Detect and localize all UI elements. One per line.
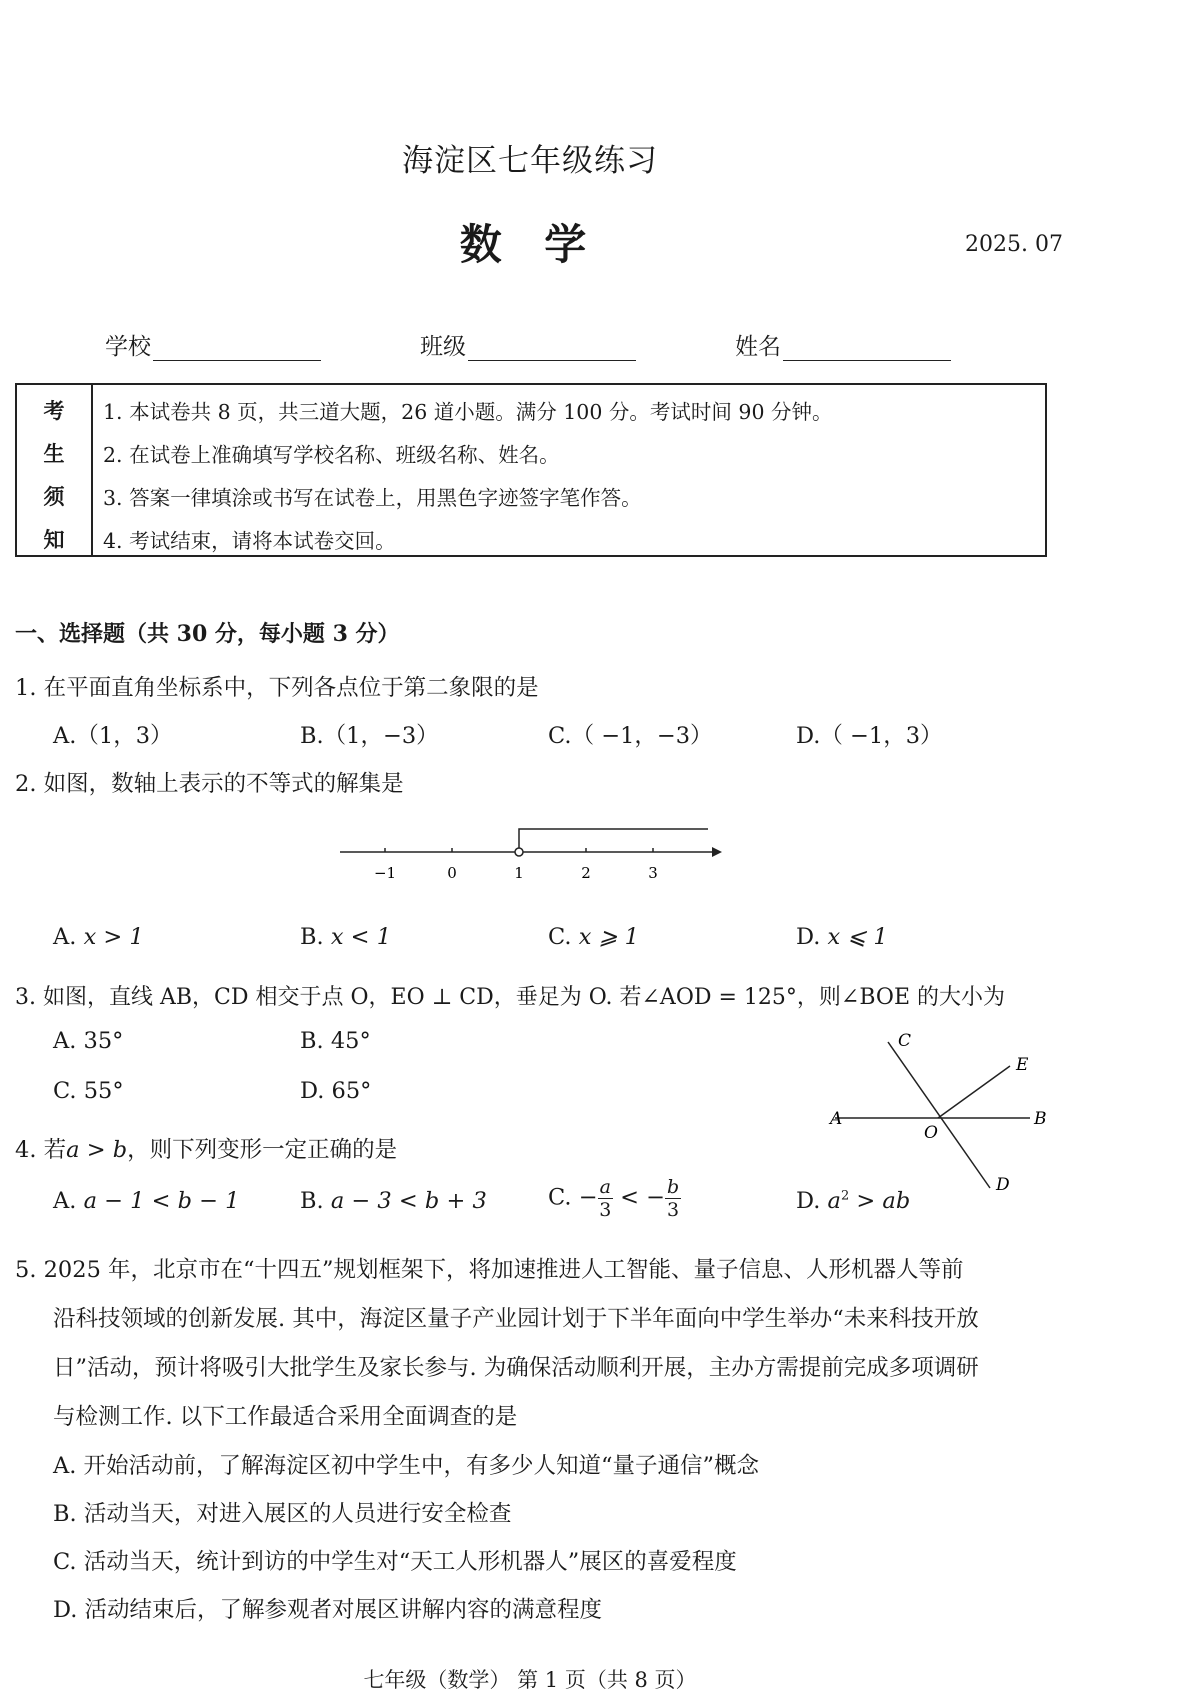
axis-arrow-icon — [712, 847, 722, 857]
notice-row: 3. 答案一律填涂或书写在试卷上，用黑色字迹签字笔作答。 — [103, 486, 642, 510]
section-title: 一、选择题（共 30 分，每小题 3 分） — [15, 621, 400, 647]
q2-option-c[interactable]: C. x ⩾ 1 — [548, 924, 639, 950]
question-5-line: 沿科技领域的创新发展. 其中，海淀区量子产业园计划于下半年面向中学生举办“未来科技开放 — [53, 1306, 979, 1332]
school-label: 学校 — [105, 334, 151, 360]
q1-option-b[interactable]: B.（1，−3） — [300, 723, 439, 749]
q4-option-a[interactable]: A. a − 1 < b − 1 — [53, 1188, 240, 1214]
tick-label: 1 — [514, 864, 524, 882]
class-label: 班级 — [420, 334, 466, 360]
question-5-line: 日”活动，预计将吸引大批学生及家长参与. 为确保活动顺利开展，主办方需提前完成多项调研 — [53, 1355, 979, 1381]
class-field[interactable] — [420, 328, 636, 361]
q2-option-a[interactable]: A. x > 1 — [53, 924, 144, 950]
q5-option-a[interactable]: A. 开始活动前，了解海淀区初中学生中，有多少人知道“量子通信”概念 — [53, 1453, 760, 1479]
tick-label: −1 — [373, 864, 397, 882]
fraction-b-over-3: $\frac{b}{3}$ — [666, 1176, 680, 1221]
school-field[interactable] — [105, 328, 321, 361]
q3-option-d[interactable]: D. 65° — [300, 1078, 372, 1104]
notice-row: 1. 本试卷共 8 页，共三道大题，26 道小题。满分 100 分。考试时间 90 分钟。 — [103, 400, 833, 424]
question-2-stem: 2. 如图，数轴上表示的不等式的解集是 — [15, 771, 404, 797]
q2-option-d[interactable]: D. x ⩽ 1 — [796, 924, 888, 950]
notice-side-column — [17, 385, 93, 555]
notice-side-char: 须 — [43, 484, 65, 509]
school-blank[interactable] — [153, 336, 321, 361]
exam-notice-box — [15, 383, 1047, 557]
q4-option-d[interactable]: D. $a^2$ > ab — [796, 1188, 911, 1214]
q3-option-c[interactable]: C. 55° — [53, 1078, 124, 1104]
q3-option-b[interactable]: B. 45° — [300, 1028, 371, 1054]
label-c: C — [898, 1031, 912, 1051]
solution-ray — [519, 829, 708, 848]
class-blank[interactable] — [468, 336, 636, 361]
number-line-figure — [330, 820, 730, 892]
question-4-stem: 4. 若a > b，则下列变形一定正确的是 — [15, 1137, 398, 1163]
exam-date: 2025. 07 — [965, 232, 1063, 257]
ray-oe — [938, 1066, 1010, 1118]
q3-option-a[interactable]: A. 35° — [53, 1028, 124, 1054]
q5-option-b[interactable]: B. 活动当天，对进入展区的人员进行安全检查 — [53, 1501, 512, 1527]
q4-option-c[interactable]: C. − $\frac{a}{3}$ < − $\frac{b}{3}$ — [548, 1176, 680, 1221]
name-field[interactable] — [735, 328, 951, 361]
question-5-line: 与检测工作. 以下工作最适合采用全面调查的是 — [53, 1404, 518, 1430]
intersecting-lines-figure — [820, 1030, 1060, 1200]
q5-option-c[interactable]: C. 活动当天，统计到访的中学生对“天工人形机器人”展区的喜爱程度 — [53, 1549, 737, 1575]
notice-side-char: 考 — [43, 398, 65, 423]
line-cd — [888, 1042, 990, 1188]
q5-option-d[interactable]: D. 活动结束后，了解参观者对展区讲解内容的满意程度 — [53, 1597, 603, 1623]
label-e: E — [1016, 1055, 1029, 1075]
q1-option-c[interactable]: C.（ −1，−3） — [548, 723, 713, 749]
page-footer: 七年级（数学） 第 1 页（共 8 页） — [363, 1668, 697, 1692]
label-a: A — [830, 1109, 843, 1129]
label-b: B — [1034, 1109, 1047, 1129]
tick-label: 3 — [648, 864, 658, 882]
question-1-stem: 1. 在平面直角坐标系中，下列各点位于第二象限的是 — [15, 675, 539, 701]
notice-side-char: 知 — [43, 527, 65, 552]
tick-label: 2 — [581, 864, 591, 882]
name-label: 姓名 — [735, 334, 781, 360]
name-blank[interactable] — [783, 336, 951, 361]
exam-subtitle: 海淀区七年级练习 — [402, 143, 658, 179]
label-d: D — [996, 1175, 1010, 1195]
q4-option-b[interactable]: B. a − 3 < b + 3 — [300, 1188, 487, 1214]
notice-side-char: 生 — [43, 441, 65, 466]
notice-row: 2. 在试卷上准确填写学校名称、班级名称、姓名。 — [103, 443, 560, 467]
fraction-a-over-3: $\frac{a}{3}$ — [599, 1176, 612, 1221]
notice-row: 4. 考试结束，请将本试卷交回。 — [103, 529, 396, 553]
q2-option-b[interactable]: B. x < 1 — [300, 924, 392, 950]
q1-option-a[interactable]: A.（1，3） — [53, 723, 173, 749]
question-5-line: 5. 2025 年，北京市在“十四五”规划框架下，将加速推进人工智能、量子信息、人形机器人等前 — [15, 1257, 964, 1283]
exam-title: 数 学 — [459, 220, 601, 269]
question-3-stem: 3. 如图，直线 AB，CD 相交于点 O，EO ⊥ CD，垂足为 O. 若∠AOD = 125°，则∠BOE 的大小为 — [15, 985, 1006, 1010]
label-o: O — [924, 1123, 938, 1143]
open-endpoint — [515, 848, 523, 856]
tick-label: 0 — [447, 864, 457, 882]
q1-option-d[interactable]: D.（ −1，3） — [796, 723, 943, 749]
